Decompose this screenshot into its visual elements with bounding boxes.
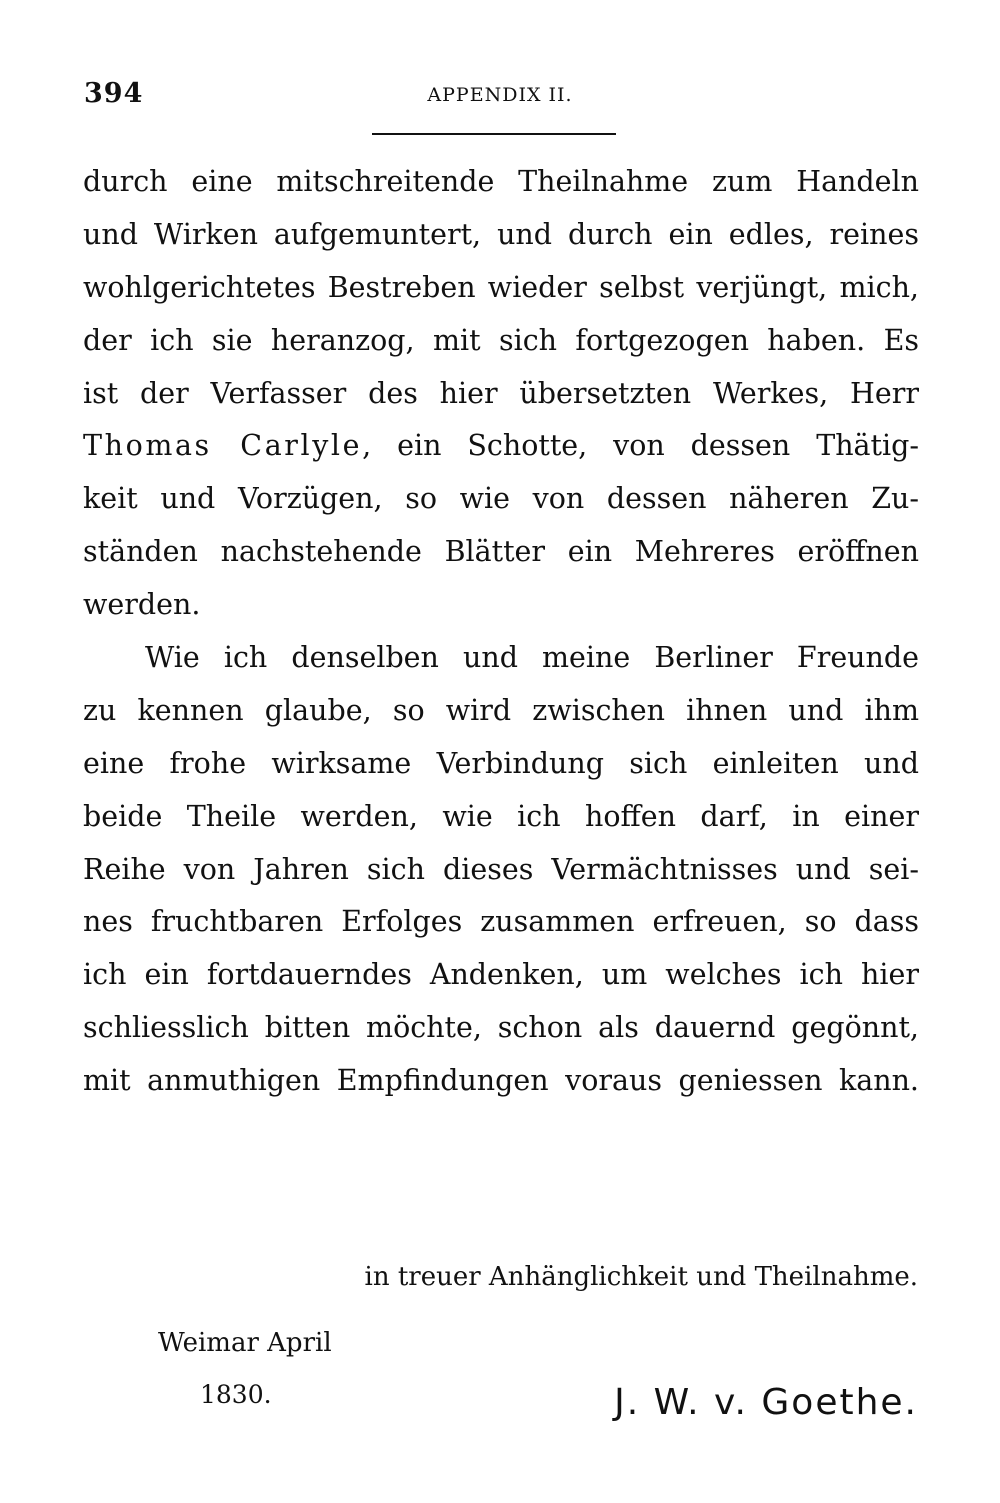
- page-number: 394: [84, 78, 144, 109]
- text-line: beide Theile werden, wie ich hoffen darf, in einer: [83, 799, 919, 833]
- author-name: Thomas Carlyle: [83, 429, 363, 463]
- text-line: zu kennen glaube, so wird zwischen ihnen und ihm: [83, 693, 919, 727]
- running-head: APPENDIX II.: [427, 84, 573, 106]
- text-line: eine frohe wirksame Verbindung sich einleiten und: [83, 746, 919, 780]
- text-line: Reihe von Jahren sich dieses Vermächtnisses und sei-: [83, 852, 919, 886]
- place-line: Weimar April: [158, 1328, 332, 1358]
- text-line: Wie ich denselben und meine Berliner Freunde: [145, 641, 919, 675]
- text-line: keit und Vorzügen, so wie von dessen näheren Zu-: [83, 482, 919, 516]
- text-line: ständen nachstehende Blätter ein Mehreres eröffnen: [83, 535, 919, 569]
- text-line: werden.: [83, 588, 201, 622]
- text-line: schliesslich bitten möchte, schon als dauernd gegönnt,: [83, 1011, 919, 1045]
- text-line: nes fruchtbaren Erfolges zusammen erfreuen, so dass: [83, 905, 919, 939]
- text-line: [83, 420, 919, 473]
- text-line: ist der Verfasser des hier übersetzten Werkes, Herr: [83, 376, 919, 410]
- text-line: wohlgerichtetes Bestreben wieder selbst verjüngt, mich,: [83, 270, 919, 304]
- text-line: und Wirken aufgemuntert, und durch ein edles, reines: [83, 217, 919, 251]
- signature: J. W. v. Goethe.: [614, 1382, 918, 1423]
- text-line: mit anmuthigen Empfindungen voraus geniessen kann.: [83, 1064, 919, 1098]
- header-rule: [372, 133, 616, 135]
- text-fragment: , ein Schotte, von dessen Thätig-: [362, 429, 919, 463]
- text-line: ich ein fortdauerndes Andenken, um welches ich hier: [83, 958, 919, 992]
- text-line: der ich sie heranzog, mit sich fortgezogen haben. Es: [83, 323, 919, 357]
- valediction: in treuer Anhänglichkeit und Theilnahme.: [364, 1262, 918, 1292]
- date-year: 1830.: [200, 1380, 272, 1409]
- body-text: [83, 156, 919, 1108]
- text-line: durch eine mitschreitende Theilnahme zum Handeln: [83, 165, 919, 198]
